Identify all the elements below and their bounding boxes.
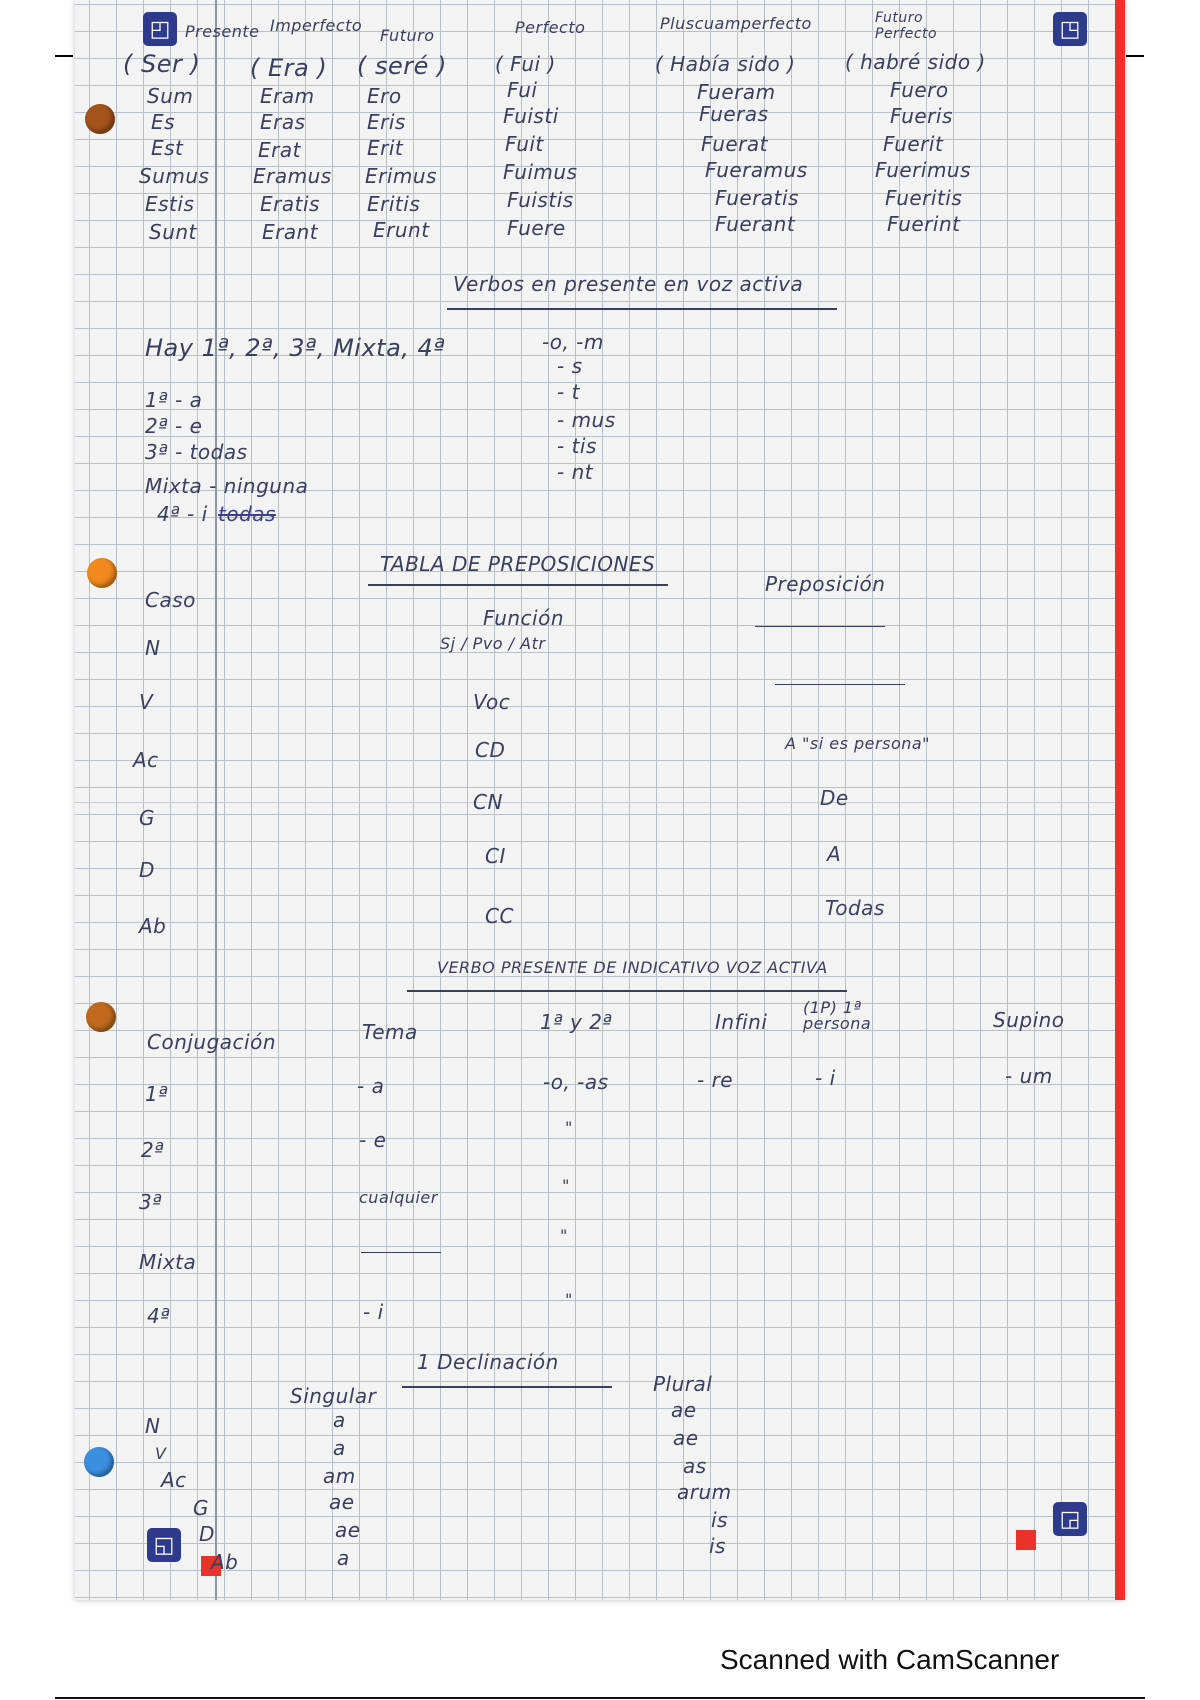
funcion-cell: CN: [473, 790, 503, 814]
form-cell: Eram: [260, 84, 315, 108]
caso-cell: G: [193, 1496, 209, 1520]
form-cell: Eris: [367, 110, 406, 134]
crop-mark-right: [1126, 55, 1144, 57]
funcion-cell: Voc: [473, 690, 511, 714]
form-cell: Erunt: [373, 218, 430, 242]
p12-cell: ": [562, 1176, 570, 1195]
caso-cell: N: [145, 636, 161, 660]
caso-cell: G: [139, 806, 155, 830]
title-underline: [368, 584, 668, 586]
form-cell: Fuere: [507, 216, 566, 240]
ending-3: - t: [557, 380, 580, 404]
form-cell: Fuerint: [887, 212, 961, 236]
col-funcion-sub: Sj / Pvo / Atr: [440, 634, 546, 653]
form-cell: Erant: [262, 220, 319, 244]
singular-cell: a: [333, 1436, 346, 1460]
p12-cell: ": [565, 1118, 573, 1137]
form-cell: Eramus: [253, 164, 332, 188]
form-cell: Sumus: [139, 164, 210, 188]
inf-cell: - re: [697, 1068, 734, 1092]
prep-cell: De: [820, 786, 849, 810]
scanner-watermark: Scanned with CamScanner: [720, 1644, 1060, 1675]
singular-cell: a: [333, 1408, 346, 1432]
plural-cell: is: [711, 1508, 728, 1532]
form-cell: Fuimus: [503, 160, 578, 184]
conj-cell: 1ª: [145, 1082, 169, 1106]
singular-cell: ae: [329, 1490, 355, 1514]
corner-mark-bottom-right: ◲: [1053, 1502, 1087, 1536]
margin-rule: [215, 0, 217, 1600]
form-cell: Fuit: [505, 132, 544, 156]
tema-cell: - a: [357, 1074, 385, 1098]
plural-cell: ae: [673, 1426, 699, 1450]
section-title: VERBO PRESENTE DE INDICATIVO VOZ ACTIVA: [437, 958, 828, 977]
ending-6: - nt: [557, 460, 594, 484]
conj-cell: 3ª: [139, 1190, 163, 1214]
ending-5: - tis: [557, 434, 597, 458]
form-cell: Fuerimus: [875, 158, 972, 182]
caso-cell: Ab: [139, 914, 167, 938]
form-cell: Ero: [367, 84, 402, 108]
meaning-habia-sido: ( Había sido ): [655, 52, 796, 76]
ending-1: -o, -m: [542, 330, 604, 354]
p12-cell: ": [565, 1290, 573, 1309]
form-cell: Erimus: [365, 164, 437, 188]
prep-blank-line-2: [775, 684, 905, 685]
form-cell: Erat: [258, 138, 301, 162]
singular-label: Singular: [290, 1384, 377, 1408]
prep-cell: Todas: [825, 896, 885, 920]
ending-2: - s: [557, 354, 583, 378]
tema-cell: - e: [359, 1128, 387, 1152]
col-funcion-header: Función: [483, 606, 565, 630]
caso-cell: D: [139, 858, 155, 882]
form-cell: Estis: [145, 192, 195, 216]
footer-rule: [55, 1697, 1145, 1699]
caso-cell: V: [155, 1444, 167, 1463]
binder-hole-2: [87, 558, 117, 588]
crop-mark-left: [55, 55, 73, 57]
form-cell: Fuerant: [715, 212, 796, 236]
form-cell: Erit: [367, 136, 404, 160]
sup-cell: - um: [1005, 1064, 1053, 1088]
p12-cell: ": [560, 1226, 568, 1245]
header-1persona: (1P) 1ª persona: [803, 998, 872, 1033]
caso-cell: V: [139, 690, 154, 714]
red-marker-right: [1016, 1530, 1036, 1550]
prep-cell: A "si es persona": [785, 734, 931, 753]
tense-perfecto: Perfecto: [515, 18, 586, 37]
header-supino: Supino: [993, 1008, 1065, 1032]
form-cell: Eras: [260, 110, 306, 134]
conj-line-5: 4ª - i: [157, 502, 208, 526]
form-cell: Est: [151, 136, 184, 160]
binder-hole-3: [86, 1002, 116, 1032]
plural-cell: arum: [677, 1480, 732, 1504]
form-cell: Fuerit: [883, 132, 944, 156]
tense-futuro-perfecto: Futuro Perfecto: [875, 10, 938, 42]
form-cell: Fui: [507, 78, 538, 102]
hay-line: Hay 1ª, 2ª, 3ª, Mixta, 4ª: [145, 334, 446, 362]
tema-blank-line: [361, 1252, 441, 1253]
form-cell: Fueris: [890, 104, 953, 128]
col-prep-header: Preposición: [765, 572, 886, 596]
form-cell: Sum: [147, 84, 194, 108]
singular-cell: am: [323, 1464, 356, 1488]
title-underline: [447, 308, 837, 310]
tema-cell: cualquier: [359, 1188, 438, 1207]
plural-cell: as: [683, 1454, 707, 1478]
section-title: Verbos en presente en voz activa: [453, 272, 804, 296]
tense-futuro: Futuro: [380, 26, 435, 45]
notebook-page: [75, 0, 1125, 1600]
conj-line-4: Mixta - ninguna: [145, 474, 309, 498]
caso-cell: N: [145, 1414, 161, 1438]
form-cell: Fuistis: [507, 188, 574, 212]
tense-pluscuamperfecto: Pluscuamperfecto: [660, 14, 812, 33]
caso-cell: Ac: [161, 1468, 187, 1492]
title-underline: [402, 1386, 612, 1388]
section-title: 1 Declinación: [417, 1350, 559, 1374]
meaning-ser: ( Ser ): [123, 50, 201, 78]
conj-cell: Mixta: [139, 1250, 197, 1274]
corner-mark-top-right: ◳: [1053, 12, 1087, 46]
header-infini: Infini: [715, 1010, 768, 1034]
caso-cell: Ab: [211, 1550, 239, 1574]
p12-cell: -o, -as: [543, 1070, 609, 1094]
ending-4: - mus: [557, 408, 616, 432]
col-caso-header: Caso: [145, 588, 196, 612]
title-underline: [407, 990, 847, 992]
form-cell: Fuero: [890, 78, 949, 102]
singular-cell: ae: [335, 1518, 361, 1542]
plural-cell: is: [709, 1534, 726, 1558]
binder-hole-4: [84, 1447, 114, 1477]
form-cell: Es: [151, 110, 176, 134]
tense-imperfecto: Imperfecto: [270, 16, 363, 35]
conj-line-1: 1ª - a: [145, 388, 203, 412]
conj-cell: 4ª: [147, 1304, 171, 1328]
prep-blank-line-1: [755, 626, 885, 627]
form-cell: Fueritis: [885, 186, 963, 210]
form-cell: Fueratis: [715, 186, 799, 210]
corner-mark-bottom-left: ◱: [147, 1528, 181, 1562]
form-cell: Eritis: [367, 192, 421, 216]
funcion-cell: CC: [485, 904, 514, 928]
meaning-era: ( Era ): [250, 54, 328, 82]
form-cell: Fuerat: [701, 132, 768, 156]
form-cell: Fueram: [697, 80, 776, 104]
funcion-cell: CI: [485, 844, 506, 868]
conj-line-2: 2ª - e: [145, 414, 203, 438]
conj-crossed-word: todas: [218, 502, 276, 526]
conj-line-3: 3ª - todas: [145, 440, 248, 464]
funcion-cell: CD: [475, 738, 506, 762]
caso-cell: Ac: [133, 748, 159, 772]
binder-hole-1: [85, 104, 115, 134]
form-cell: Eratis: [260, 192, 320, 216]
caso-cell: D: [199, 1522, 215, 1546]
p1-cell: - i: [815, 1066, 836, 1090]
meaning-habre-sido: ( habré sido ): [845, 50, 986, 74]
header-1y2: 1ª y 2ª: [540, 1010, 613, 1034]
meaning-fui: ( Fui ): [495, 52, 556, 76]
form-cell: Fueras: [699, 102, 769, 126]
plural-cell: ae: [671, 1398, 697, 1422]
corner-mark-top-left: ◰: [143, 12, 177, 46]
page-fold: [75, 802, 1125, 803]
conj-cell: 2ª: [141, 1138, 165, 1162]
meaning-sere: ( seré ): [357, 52, 447, 80]
form-cell: Fueramus: [705, 158, 808, 182]
plural-label: Plural: [653, 1372, 713, 1396]
header-conjugacion: Conjugación: [147, 1030, 277, 1054]
tense-presente: Presente: [185, 22, 260, 41]
section-title: TABLA DE PREPOSICIONES: [380, 552, 656, 576]
form-cell: Sunt: [149, 220, 197, 244]
singular-cell: a: [337, 1546, 350, 1570]
form-cell: Fuisti: [503, 104, 559, 128]
header-tema: Tema: [362, 1020, 418, 1044]
prep-cell: A: [827, 842, 842, 866]
tema-cell: - i: [363, 1300, 384, 1324]
page-red-edge: [1115, 0, 1125, 1600]
